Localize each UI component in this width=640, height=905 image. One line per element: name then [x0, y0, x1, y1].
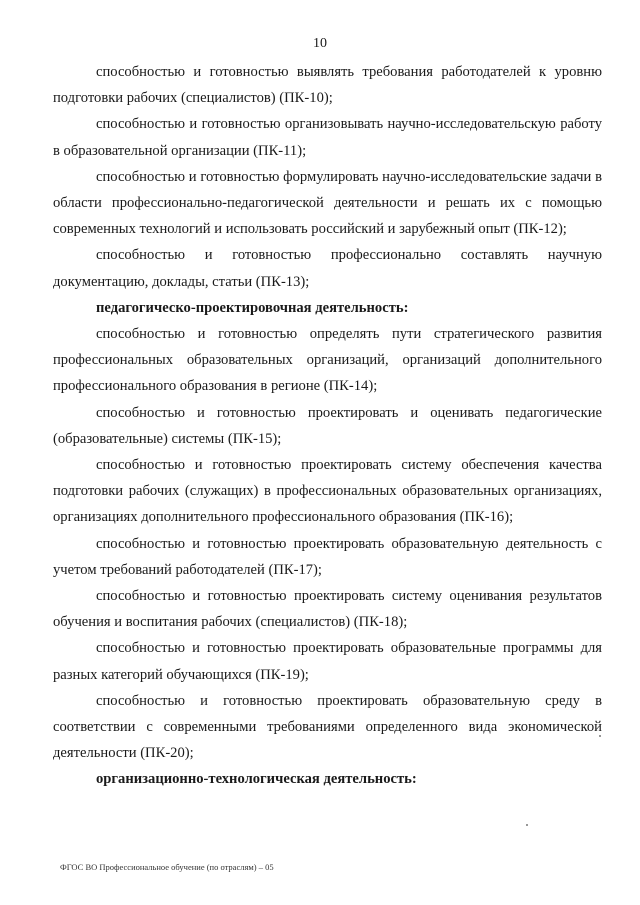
scan-speck	[526, 824, 528, 826]
scan-speck	[599, 735, 601, 737]
paragraph-pk-20: способностью и готовностью проектировать образовательную среду в соответствии с современными требованиями определенного вида экономической деятельности (ПК-20);	[53, 692, 602, 762]
paragraph-pk-10: способностью и готовностью выявлять требования работодателей к уровню подготовки рабочих (специалистов) (ПК-10);	[53, 64, 602, 107]
paragraph-pk-17: способностью и готовностью проектировать образовательную деятельность с учетом требований работодателей (ПК-17);	[53, 535, 602, 578]
paragraph-pk-19: способностью и готовностью проектировать образовательные программы для разных категорий обучающихся (ПК-19);	[53, 640, 602, 683]
document-footer: ФГОС ВО Профессиональное обучение (по отраслям) – 05	[60, 862, 274, 872]
section-heading-organizational: организационно-технологическая деятельность:	[96, 771, 417, 788]
paragraph-pk-16: способностью и готовностью проектировать систему обеспечения качества подготовки рабочих (служащих) в профессиональных образовательных организациях, организациях дополнительного профессионального образования (ПК-16);	[53, 457, 602, 526]
section-heading-design: педагогическо-проектировочная деятельность:	[96, 299, 409, 316]
paragraph-pk-18: способностью и готовностью проектировать систему оценивания результатов обучения и воспитания рабочих (специалистов) (ПК-18);	[53, 588, 602, 631]
paragraph-pk-14: способностью и готовностью определять пути стратегического развития профессиональных образовательных организаций, организаций дополнительного профессионального образования в регионе (ПК-14);	[53, 326, 602, 395]
paragraph-pk-12: способностью и готовностью формулировать научно-исследовательские задачи в области профессионально-педагогической деятельности и решать их с помощью современных технологий и использовать российский и зарубежный опыт (ПК-12);	[53, 168, 602, 238]
document-body	[53, 59, 602, 793]
paragraph-pk-11: способностью и готовностью организовывать научно-исследовательскую работу в образовательной организации (ПК-11);	[53, 116, 602, 159]
page-number: 10	[313, 36, 327, 51]
paragraph-pk-15: способностью и готовностью проектировать и оценивать педагогические (образовательные) системы (ПК-15);	[53, 404, 602, 447]
paragraph-pk-13: способностью и готовностью профессионально составлять научную документацию, доклады, статьи (ПК-13);	[53, 247, 602, 290]
